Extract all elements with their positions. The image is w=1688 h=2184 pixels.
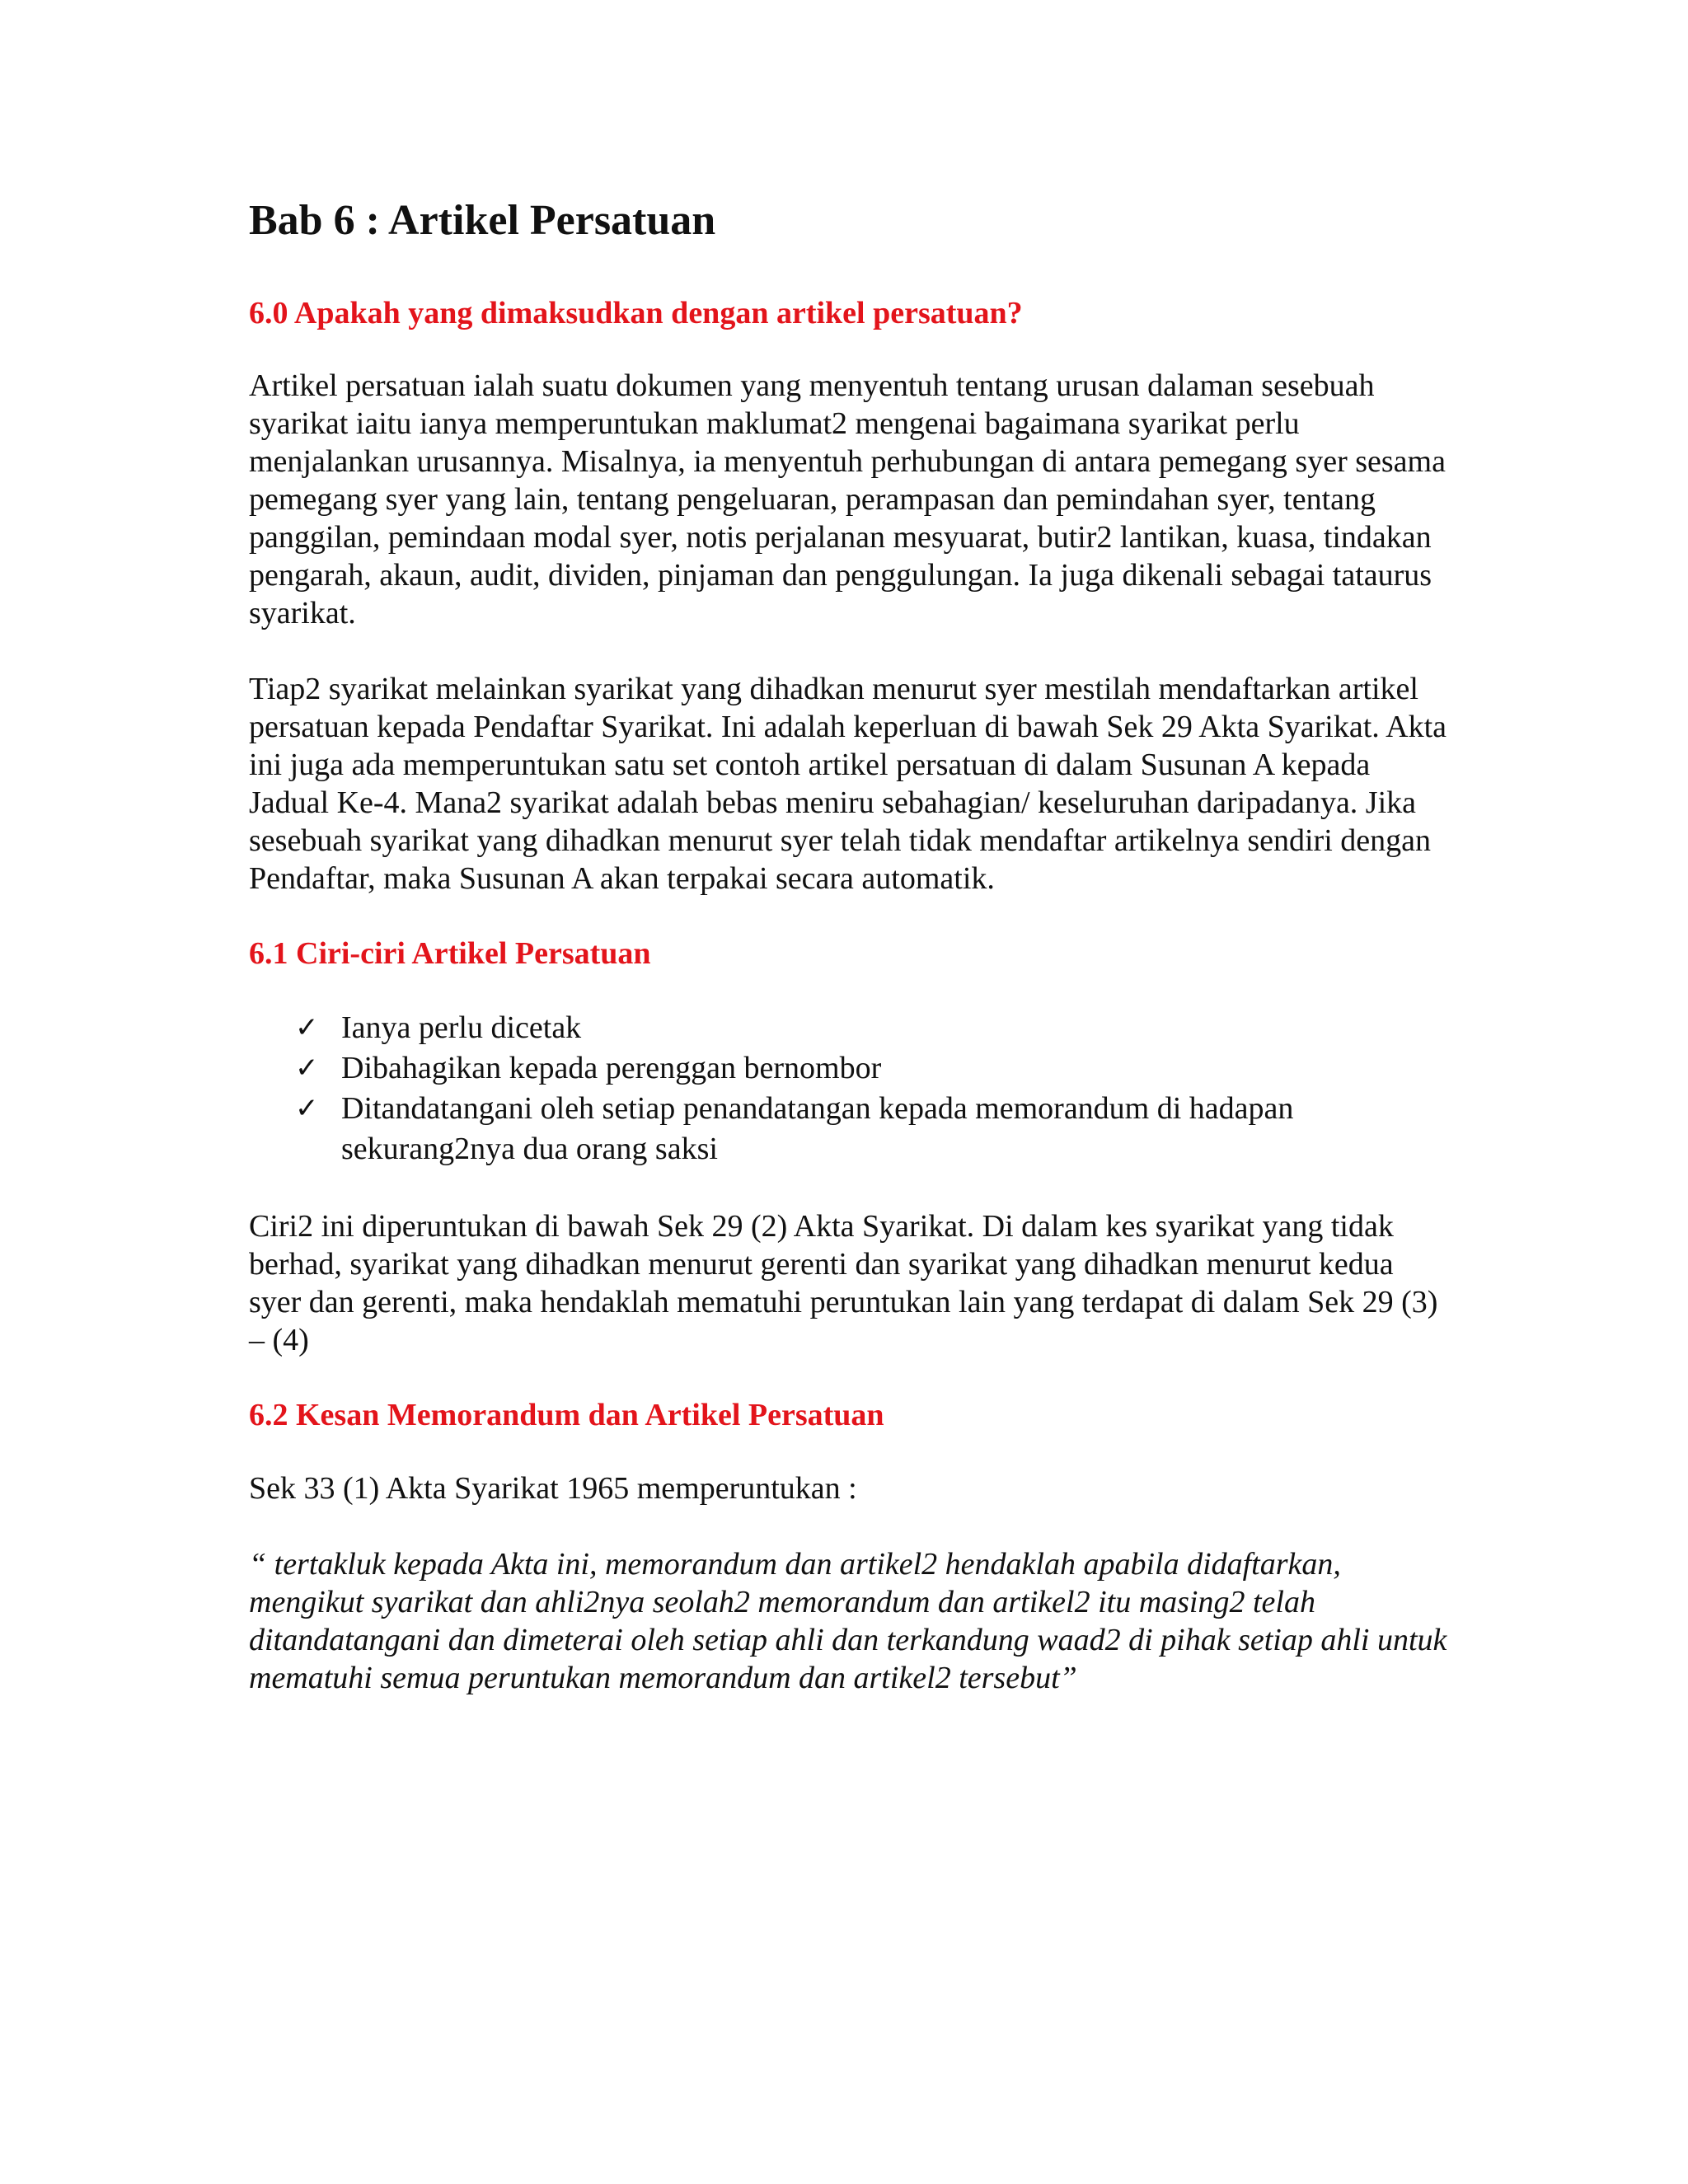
paragraph-6-0-1: Artikel persatuan ialah suatu dokumen yang menyentuh tentang urusan dalaman sesebuah syarikat iaitu ianya memperuntukan maklumat2 mengenai bagaimana syarikat perlu menjalankan urusannya. Misalnya, ia menyentuh perhubungan di antara pemegang syer sesama pemegang syer yang lain, tentang pengeluaran, perampasan dan pemindahan syer, tentang panggilan, pemindaan modal syer, notis perjalanan mesyuarat, butir2 lantikan, kuasa, tindakan pengarah, akaun, audit, dividen, pinjaman dan penggulungan. Ia juga dikenali sebagai tataurus syarikat. [249, 368, 1446, 631]
list-item [295, 1008, 1452, 1048]
paragraph-6-2-1: Sek 33 (1) Akta Syarikat 1965 memperuntukan : [249, 1470, 857, 1506]
statute-quote: “ tertakluk kepada Akta ini, memorandum dan artikel2 hendaklah apabila didaftarkan, mengikut syarikat dan ahli2nya seolah2 memorandum dan artikel2 itu masing2 telah ditandatangani dan dimeterai oleh setiap ahli dan terkandung waad2 di pihak setiap ahli untuk mematuhi semua peruntukan memorandum dan artikel2 tersebut” [249, 1546, 1447, 1695]
checkmark-icon: ✓ [295, 1010, 319, 1044]
section-heading-6-1: 6.1 Ciri-ciri Artikel Persatuan [249, 936, 651, 972]
list-item [295, 1089, 1452, 1169]
characteristics-list [249, 1008, 1452, 1169]
checkmark-icon: ✓ [295, 1051, 319, 1085]
document-page [249, 196, 1452, 1735]
list-item-text: Ianya perlu dicetak [341, 1010, 582, 1045]
section-heading-6-0: 6.0 Apakah yang dimaksudkan dengan artikel persatuan? [249, 295, 1023, 330]
section-heading-6-2: 6.2 Kesan Memorandum dan Artikel Persatuan [249, 1397, 884, 1432]
list-item-text: Ditandatangani oleh setiap penandatangan kepada memorandum di hadapan sekurang2nya dua orang saksi [341, 1090, 1294, 1166]
paragraph-6-0-2: Tiap2 syarikat melainkan syarikat yang dihadkan menurut syer mestilah mendaftarkan artikel persatuan kepada Pendaftar Syarikat. Ini adalah keperluan di bawah Sek 29 Akta Syarikat. Akta ini juga ada memperuntukan satu set contoh artikel persatuan di dalam Susunan A kepada Jadual Ke-4. Mana2 syarikat adalah bebas meniru sebahagian/ keseluruhan daripadanya. Jika sesebuah syarikat yang dihadkan menurut syer telah tidak mendaftar artikelnya sendiri dengan Pendaftar, maka Susunan A akan terpakai secara automatik. [249, 672, 1447, 897]
chapter-title: Bab 6 : Artikel Persatuan [249, 197, 716, 244]
paragraph-6-1-1: Ciri2 ini diperuntukan di bawah Sek 29 (2) Akta Syarikat. Di dalam kes syarikat yang tidak berhad, syarikat yang dihadkan menurut gerenti dan syarikat yang dihadkan menurut kedua syer dan gerenti, maka hendaklah mematuhi peruntukan lain yang terdapat di dalam Sek 29 (3) – (4) [249, 1208, 1438, 1357]
list-item-text: Dibahagikan kepada perenggan bernombor [341, 1050, 882, 1085]
checkmark-icon: ✓ [295, 1091, 319, 1125]
list-item [295, 1048, 1452, 1089]
